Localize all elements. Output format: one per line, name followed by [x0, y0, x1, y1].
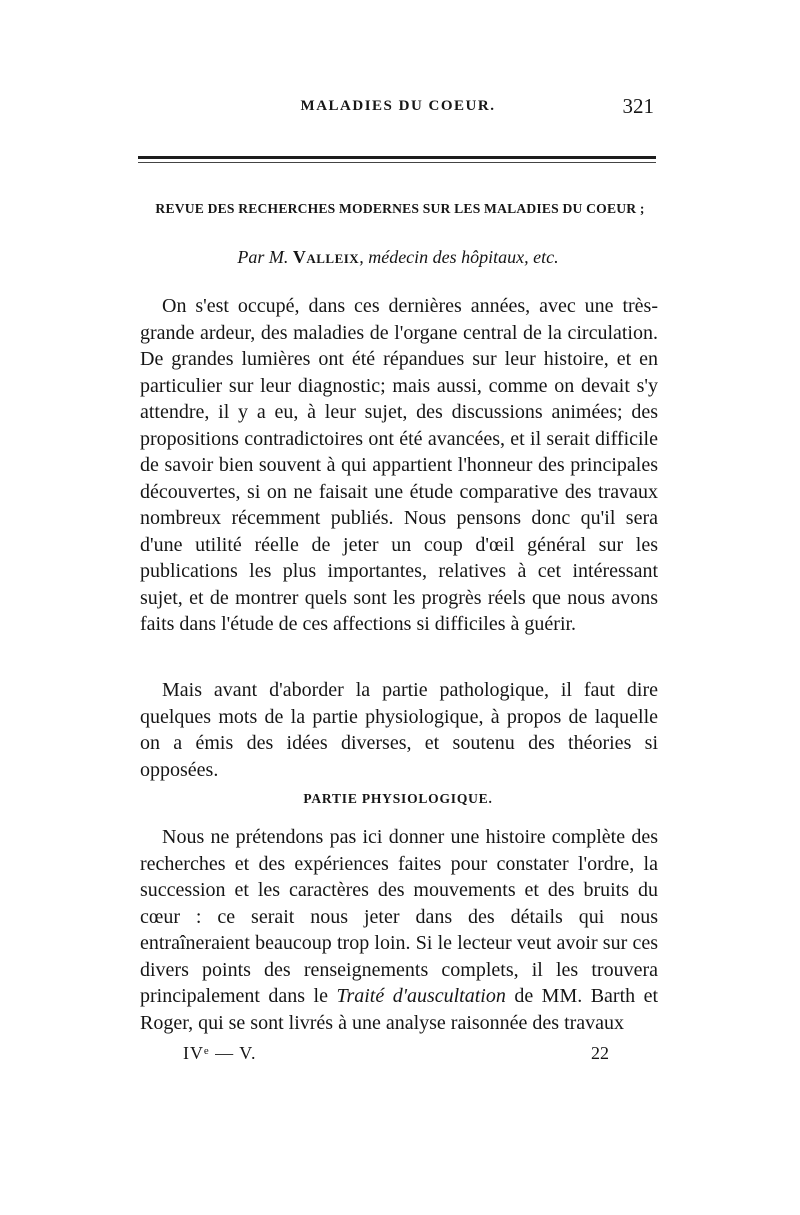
sheet-number: 22 [591, 1043, 609, 1063]
article-title: REVUE DES RECHERCHES MODERNES SUR LES MALADIES DU COEUR ; [155, 201, 645, 216]
paragraph-intro: On s'est occupé, dans ces dernières années, avec une très-grande ardeur, des maladies de l'organe central de la circulation. De grandes lumières ont été répandues sur leur histoire, et en particulier sur leur diagnostic; mais aussi, comme on devait s'y attendre, il y a eu, à leur sujet, des discussions animées; des propositions contradictoires ont été avancées, et il serait difficile de savoir bien souvent à qui appartient l'honneur des principales découvertes, si on ne faisait une étude comparative des travaux nombreux récemment publiés. Nous pensons donc qu'il sera d'une utilité réelle de jeter un coup d'œil général sur les publications les plus importantes, relatives à cet intéressant sujet, et de montrer quels sont les progrès réels que nous avons faits dans l'étude de ces affections si difficiles à guérir. [140, 295, 658, 635]
header-rule-thick [138, 156, 656, 159]
section-heading: PARTIE PHYSIOLOGIQUE. [303, 791, 493, 806]
page-number: 321 [622, 94, 654, 118]
header-rule-thin [138, 162, 656, 163]
byline-prefix: Par M. [237, 247, 289, 267]
byline-suffix: , médecin des hôpitaux, etc. [359, 247, 559, 267]
paragraph-transition: Mais avant d'aborder la partie pathologique, il faut dire quelques mots de la partie physiologique, à propos de laquelle on a émis des idées diverses, et soutenu des théories si opposées. [140, 679, 658, 781]
paragraph-physiology [140, 824, 658, 1036]
byline [138, 247, 658, 268]
running-title: MALADIES DU COEUR. [300, 98, 496, 114]
printer-signature: IVᵉ — V. [183, 1043, 257, 1063]
book-title-reference: Traité d'auscultation [336, 985, 506, 1007]
paragraph-physiology-start: Nous ne prétendons pas ici donner une histoire complète des recherches et des expériences faites pour constater l'ordre, la succession et les caractères des mouvements et des bruits du cœur : ce serait nous jeter dans des détails qui nous entraîneraient beaucoup trop loin. Si le lecteur veut avoir sur ces divers points des renseignements complets, il les trouvera principalement dans le [140, 826, 658, 1007]
byline-author: Valleix [292, 247, 360, 267]
running-head [138, 94, 658, 128]
paragraph-physiology-end: de MM. Barth et Roger, qui se sont livrés à une analyse raisonnée des travaux [140, 985, 659, 1034]
